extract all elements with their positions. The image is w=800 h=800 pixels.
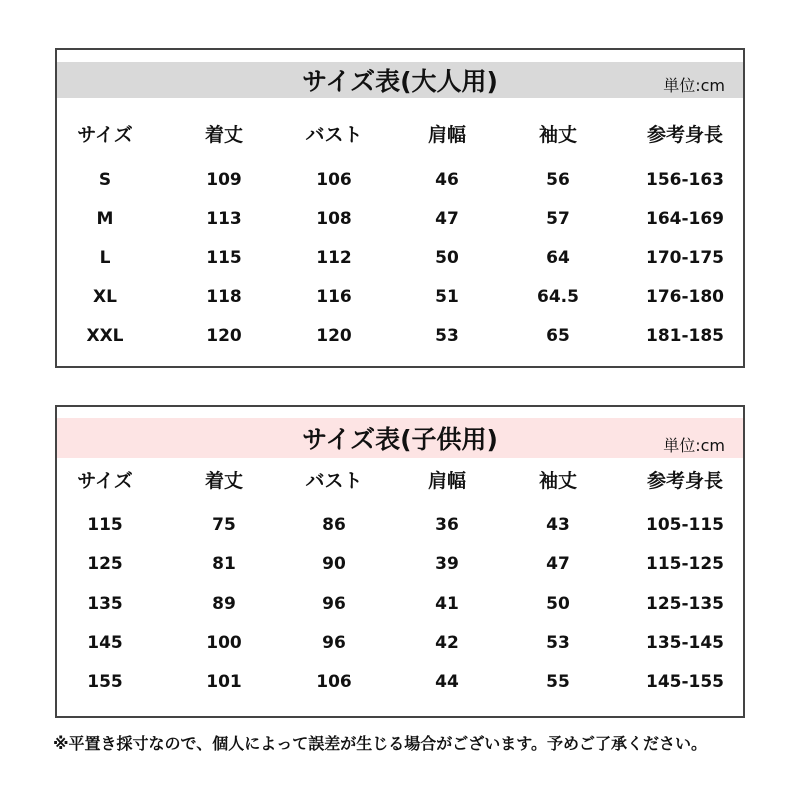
- kids-header-row: [57, 466, 743, 496]
- adult-header-row: [57, 120, 743, 150]
- adult-table-cell: 50: [435, 248, 459, 268]
- adult-table-cell: 46: [435, 170, 459, 190]
- adult-table-cell: 164-169: [645, 209, 725, 229]
- kids-table-cell: 47: [546, 554, 570, 574]
- kids-size-label: 155: [87, 672, 123, 692]
- adult-table-cell: 106: [316, 170, 352, 190]
- adult-size-label: XXL: [86, 326, 124, 346]
- kids-column-header: 参考身長: [646, 470, 723, 492]
- adult-unit-label: 単位:cm: [663, 76, 725, 95]
- adult-table-cell: 176-180: [645, 287, 725, 307]
- kids-table-cell: 44: [435, 672, 459, 692]
- kids-table-title: サイズ表(子供用): [302, 425, 498, 454]
- adult-table-cell: 120: [316, 326, 352, 346]
- kids-table-cell: 90: [322, 554, 346, 574]
- adult-table-cell: 118: [206, 287, 242, 307]
- table-row: [57, 667, 743, 697]
- adult-table-cell: 64: [546, 248, 570, 268]
- adult-size-label: L: [99, 248, 111, 268]
- kids-table-cell: 50: [546, 594, 570, 614]
- kids-table-cell: 55: [546, 672, 570, 692]
- kids-table-cell: 125-135: [645, 594, 725, 614]
- adult-size-table: [55, 48, 745, 368]
- table-row: [57, 165, 743, 195]
- adult-table-cell: 120: [206, 326, 242, 346]
- table-row: [57, 549, 743, 579]
- table-row: [57, 589, 743, 619]
- kids-table-cell: 101: [206, 672, 242, 692]
- adult-table-cell: 108: [316, 209, 352, 229]
- adult-table-grid: [57, 50, 743, 366]
- kids-size-label: 125: [87, 554, 123, 574]
- adult-table-cell: 47: [435, 209, 459, 229]
- adult-table-cell: 53: [435, 326, 459, 346]
- adult-size-label: M: [96, 209, 114, 229]
- table-row: [57, 510, 743, 540]
- adult-column-header: 参考身長: [646, 124, 723, 146]
- adult-table-cell: 65: [546, 326, 570, 346]
- table-row: [57, 282, 743, 312]
- kids-table-cell: 86: [322, 515, 346, 535]
- kids-column-header: 袖丈: [538, 470, 577, 492]
- kids-table-cell: 135-145: [645, 633, 725, 653]
- kids-table-cell: 96: [322, 633, 346, 653]
- table-row: [57, 243, 743, 273]
- kids-size-label: 135: [87, 594, 123, 614]
- adult-table-cell: 116: [316, 287, 352, 307]
- adult-table-title: サイズ表(大人用): [302, 67, 498, 96]
- adult-table-cell: 64.5: [537, 287, 579, 307]
- kids-unit-label: 単位:cm: [663, 436, 725, 455]
- adult-table-cell: 112: [316, 248, 352, 268]
- adult-column-header: 着丈: [204, 124, 243, 146]
- kids-table-cell: 100: [206, 633, 242, 653]
- kids-table-cell: 75: [212, 515, 236, 535]
- kids-table-cell: 36: [435, 515, 459, 535]
- adult-column-header: サイズ: [77, 124, 133, 146]
- adult-table-cell: 56: [546, 170, 570, 190]
- adult-table-cell: 170-175: [645, 248, 725, 268]
- kids-table-cell: 41: [435, 594, 459, 614]
- table-row: [57, 321, 743, 351]
- kids-column-header: 肩幅: [427, 470, 466, 492]
- kids-column-header: バスト: [305, 470, 363, 492]
- kids-table-cell: 105-115: [645, 515, 725, 535]
- kids-table-cell: 43: [546, 515, 570, 535]
- measurement-note: ※平置き採寸なので、個人によって誤差が生じる場合がございます。予めご了承ください。: [53, 734, 707, 753]
- kids-table-cell: 39: [435, 554, 459, 574]
- kids-table-cell: 145-155: [645, 672, 725, 692]
- kids-size-label: 145: [87, 633, 123, 653]
- adult-table-cell: 115: [206, 248, 242, 268]
- adult-column-header: 袖丈: [538, 124, 577, 146]
- table-row: [57, 628, 743, 658]
- table-row: [57, 204, 743, 234]
- adult-column-header: バスト: [305, 124, 363, 146]
- kids-size-table: [55, 405, 745, 718]
- kids-table-cell: 115-125: [645, 554, 725, 574]
- kids-table-cell: 89: [212, 594, 236, 614]
- adult-table-cell: 113: [206, 209, 242, 229]
- adult-column-header: 肩幅: [427, 124, 466, 146]
- kids-table-cell: 96: [322, 594, 346, 614]
- adult-size-label: XL: [93, 287, 117, 307]
- kids-table-cell: 42: [435, 633, 459, 653]
- adult-table-cell: 181-185: [645, 326, 725, 346]
- kids-column-header: サイズ: [77, 470, 133, 492]
- kids-table-cell: 53: [546, 633, 570, 653]
- adult-table-cell: 51: [435, 287, 459, 307]
- adult-table-cell: 57: [546, 209, 570, 229]
- adult-size-label: S: [98, 170, 112, 190]
- kids-table-grid: [57, 407, 743, 716]
- adult-table-cell: 109: [206, 170, 242, 190]
- kids-size-label: 115: [87, 515, 123, 535]
- kids-column-header: 着丈: [204, 470, 243, 492]
- kids-table-cell: 81: [212, 554, 236, 574]
- kids-table-cell: 106: [316, 672, 352, 692]
- adult-table-cell: 156-163: [645, 170, 725, 190]
